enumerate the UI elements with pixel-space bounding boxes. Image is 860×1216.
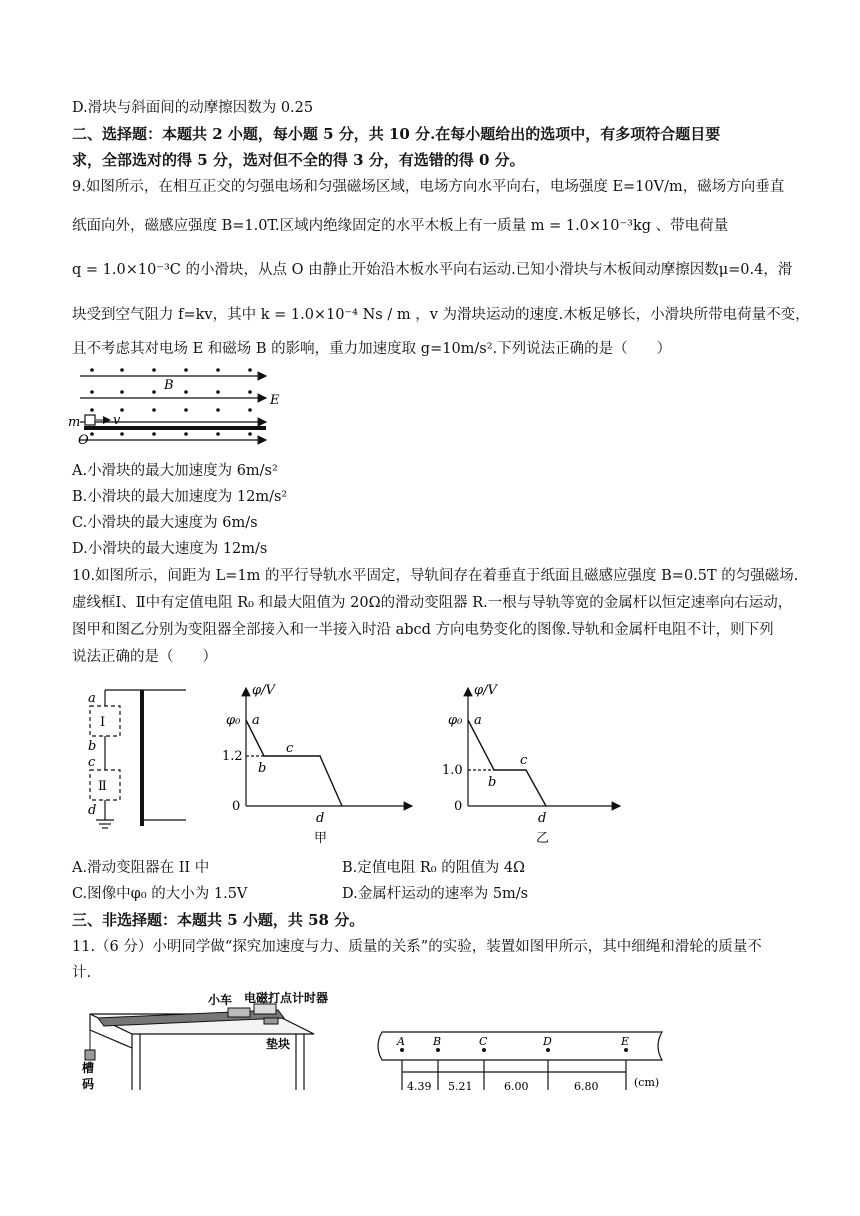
label-B: B [164, 378, 174, 393]
section3-heading: 三、非选择题：本题共 5 小题，共 58 分。 [72, 911, 365, 929]
label-block: 垫块 [266, 1037, 291, 1051]
q9-line4: 块受到空气阻力 f=kv，其中 k = 1.0×10⁻⁴ Ns / m ，v 为滑块运动的速度.木板足够长，小滑块所带电荷量不变， [72, 307, 810, 323]
circuit-label-d: d [88, 803, 97, 818]
circuit-label-c: c [88, 755, 96, 770]
graph-yi-c: c [520, 753, 528, 768]
tape-distance-AB: 4.39 [407, 1080, 432, 1093]
graph-yi-ylabel: φ/V [474, 683, 497, 698]
q10-line4: 说法正确的是（ ） [72, 649, 217, 665]
graph-yi-tick: 1.0 [442, 763, 463, 778]
tape-unit: (cm) [634, 1076, 660, 1089]
graph-jia-b: b [258, 761, 267, 776]
graph-jia-phi0: φ₀ [226, 713, 241, 728]
label-v: v [113, 413, 121, 428]
tape-point-B: B [433, 1035, 442, 1048]
q9-option-a: A.小滑块的最大加速度为 6m/s² [72, 463, 278, 479]
slider-block [85, 415, 95, 425]
q10-line2: 虚线框Ⅰ、Ⅱ中有定值电阻 R₀ 和最大阻值为 20Ω的滑动变阻器 R.一根与导轨等宽的金属杆以恒定速率向右运动， [72, 595, 793, 611]
graph-jia-zero: 0 [232, 799, 241, 814]
graph-yi-b: b [488, 775, 497, 790]
label-weight-1: 槽 [82, 1061, 95, 1075]
graph-yi-zero: 0 [454, 799, 463, 814]
circuit-box-II-label: Ⅱ [98, 779, 107, 794]
q9-field-figure [66, 364, 286, 448]
tape-distance-CD: 6.00 [504, 1080, 529, 1093]
q11-tape-figure [372, 1030, 672, 1096]
graph-jia-c: c [286, 741, 294, 756]
graph-jia-tick: 1.2 [222, 749, 243, 764]
graph-yi-a: a [474, 713, 482, 728]
tape-point-D: D [543, 1035, 552, 1048]
section2-heading-line1: 二、选择题：本题共 2 小题，每小题 5 分，共 10 分.在每小题给出的选项中，有多项符合题目要 [72, 125, 721, 143]
graph-jia-caption: 甲 [314, 831, 328, 846]
q10-option-c: C.图像中φ₀ 的大小为 1.5V [72, 886, 248, 902]
hanging-weight [85, 1050, 95, 1060]
label-E: E [270, 393, 280, 408]
tape-point-A: A [397, 1035, 405, 1048]
label-O: O [78, 433, 89, 448]
q11-line1: 11.（6 分）小明同学做“探究加速度与力、质量的关系”的实验，装置如图甲所示，其中细绳和滑轮的质量不 [72, 939, 762, 955]
graph-jia-ylabel: φ/V [252, 683, 275, 698]
q9-option-d: D.小滑块的最大速度为 12m/s [72, 541, 268, 557]
potential-line-yi [468, 720, 546, 806]
wooden-board [84, 426, 266, 430]
label-timer: 电磁打点计时器 [244, 991, 329, 1005]
tape-point-E: E [621, 1035, 630, 1048]
graph-yi-d: d [538, 811, 547, 826]
label-cart: 小车 [208, 993, 233, 1007]
timer [254, 1004, 276, 1014]
q10-option-a: A.滑动变阻器在 II 中 [72, 860, 210, 876]
q10-line3: 图甲和图乙分别为变阻器全部接入和一半接入时沿 abcd 方向电势变化的图像.导轨和金属杆电阻不计，则下列 [72, 622, 774, 638]
cart [228, 1008, 250, 1017]
label-weight-2: 码 [82, 1077, 95, 1091]
circuit-label-a: a [88, 691, 96, 706]
block-pad [264, 1018, 278, 1024]
q11-apparatus-figure [78, 990, 338, 1096]
circuit-label-b: b [88, 739, 97, 754]
q9-line3: q = 1.0×10⁻³C 的小滑块，从点 O 由静止开始沿木板水平向右运动.已知小滑块与木板间动摩擦因数μ=0.4，滑 [72, 262, 793, 278]
q9-line5: 且不考虑其对电场 E 和磁场 B 的影响，重力加速度取 g=10m/s².下列说法正确的是（ ） [72, 341, 672, 357]
q10-option-b: B.定值电阻 R₀ 的阻值为 4Ω [342, 860, 526, 876]
q9-line2: 纸面向外，磁感应强度 B=1.0T.区域内绝缘固定的水平木板上有一质量 m = 1.0×10⁻³kg 、带电荷量 [72, 218, 729, 234]
q9-option-c: C.小滑块的最大速度为 6m/s [72, 515, 258, 531]
q10-graph-jia [222, 676, 422, 846]
label-m: m [68, 415, 81, 430]
q10-line1: 10.如图所示，间距为 L=1m 的平行导轨水平固定，导轨间存在着垂直于纸面且磁感应强度 B=0.5T 的匀强磁场. [72, 568, 799, 584]
q10-graph-yi [440, 676, 630, 846]
q9-line1: 9.如图所示，在相互正交的匀强电场和匀强磁场区域，电场方向水平向右，电场强度 E=10V/m，磁场方向垂直 [72, 179, 785, 195]
q11-line2: 计. [72, 965, 92, 981]
tape-point-C: C [479, 1035, 488, 1048]
metal-rod [140, 690, 144, 826]
q10-option-d: D.金属杆运动的速率为 5m/s [342, 886, 529, 902]
q10-circuit-figure [80, 684, 220, 834]
graph-yi-caption: 乙 [536, 831, 550, 846]
circuit-box-I-label: Ⅰ [100, 715, 106, 730]
q8-option-d: D.滑块与斜面间的动摩擦因数为 0.25 [72, 100, 314, 116]
graph-yi-phi0: φ₀ [448, 713, 463, 728]
section2-heading-line2: 求，全部选对的得 5 分，选对但不全的得 3 分，有选错的得 0 分。 [72, 151, 525, 169]
tape-distance-BC: 5.21 [448, 1080, 473, 1093]
q9-option-b: B.小滑块的最大加速度为 12m/s² [72, 489, 288, 505]
graph-jia-a: a [252, 713, 260, 728]
graph-jia-d: d [316, 811, 325, 826]
tape-distance-DE: 6.80 [574, 1080, 599, 1093]
